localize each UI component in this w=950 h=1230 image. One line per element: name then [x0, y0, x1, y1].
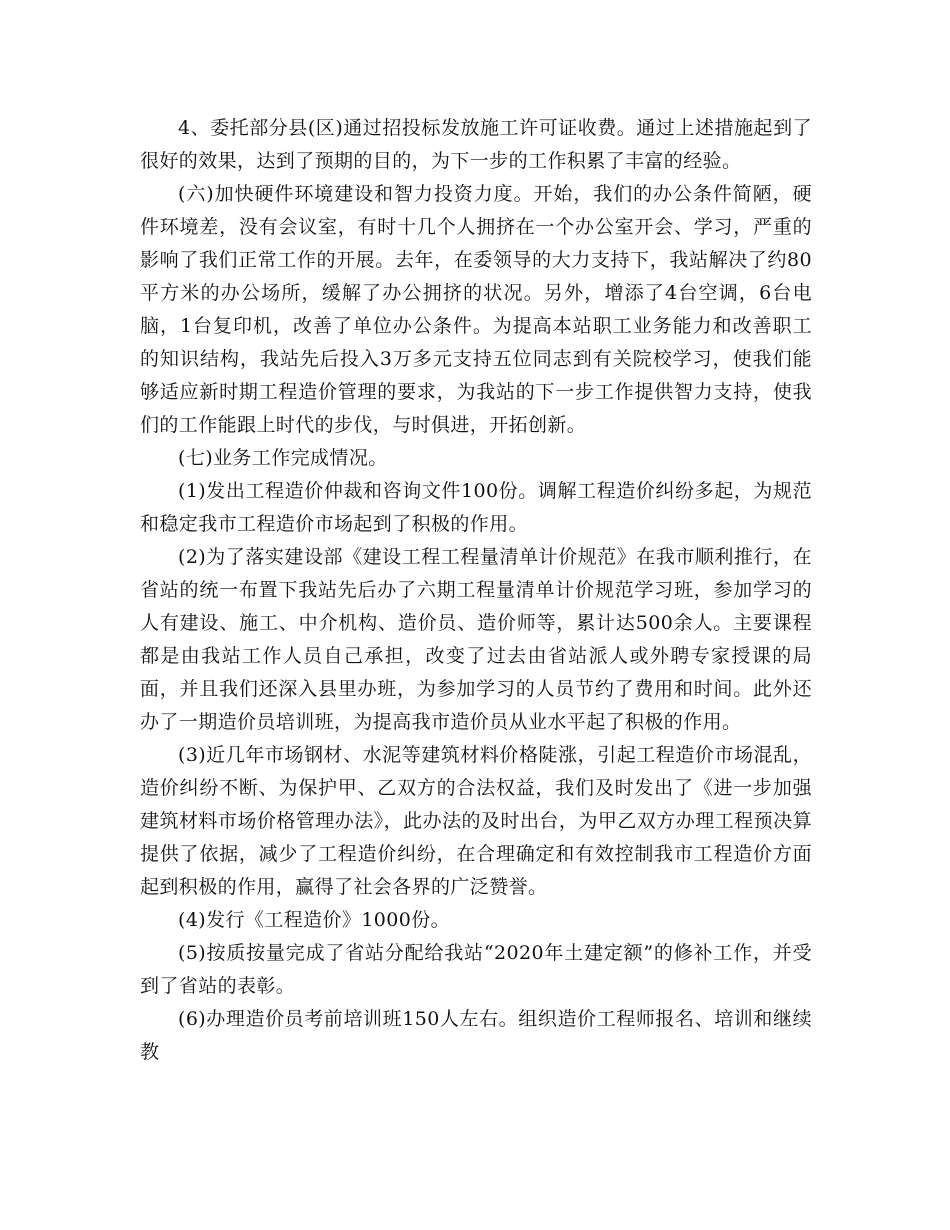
paragraph-subitem-5: (5)按质按量完成了省站分配给我站“2020年土建定额”的修补工作，并受到了省站的表彰。 — [140, 942, 812, 997]
paragraph-subitem-2: (2)为了落实建设部《建设工程工程量清单计价规范》在我市顺利推行，在省站的统一布置下我站先后办了六期工程量清单计价规范学习班，参加学习的人有建设、施工、中介机构、造价员、造价师等，累计达500余人。主要课程都是由我站工作人员自己承担，改变了过去由省站派人或外聘专家授课的局面，并且我们还深入县里办班，为参加学习的人员节约了费用和时间。此外还办了一期造价员培训班，为提高我市造价员从业水平起了积极的作用。 — [140, 546, 812, 733]
paragraph-item-4: 4、委托部分县(区)通过招投标发放施工许可证收费。通过上述措施起到了很好的效果，达到了预期的目的，为下一步的工作积累了丰富的经验。 — [140, 117, 812, 172]
paragraph-section-6: (六)加快硬件环境建设和智力投资力度。开始，我们的办公条件简陋，硬件环境差，没有会议室，有时十几个人拥挤在一个办公室开会、学习，严重的影响了我们正常工作的开展。去年，在委领导的大力支持下，我站解决了约80平方米的办公场所，缓解了办公拥挤的状况。另外，增添了4台空调，6台电脑，1台复印机，改善了单位办公条件。为提高本站职工业务能力和改善职工的知识结构，我站先后投入3万多元支持五位同志到有关院校学习，使我们能够适应新时期工程造价管理的要求，为我站的下一步工作提供智力支持，使我们的工作能跟上时代的步伐，与时俱进，开拓创新。 — [140, 183, 812, 436]
paragraph-subitem-4: (4)发行《工程造价》1000份。 — [178, 909, 451, 931]
paragraph-subitem-1: (1)发出工程造价仲裁和咨询文件100份。调解工程造价纠纷多起，为规范和稳定我市工程造价市场起到了积极的作用。 — [140, 480, 812, 535]
document-body — [140, 112, 812, 1069]
paragraph-subitem-3: (3)近几年市场钢材、水泥等建筑材料价格陡涨，引起工程造价市场混乱，造价纠纷不断、为保护甲、乙双方的合法权益，我们及时发出了《进一步加强建筑材料市场价格管理办法》，此办法的及时出台，为甲乙双方办理工程预决算提供了依据，减少了工程造价纠纷，在合理确定和有效控制我市工程造价方面起到积极的作用，赢得了社会各界的广泛赞誉。 — [140, 744, 812, 898]
paragraph-subitem-6: (6)办理造价员考前培训班150人左右。组织造价工程师报名、培训和继续教 — [140, 1008, 812, 1063]
paragraph-section-7-heading: (七)业务工作完成情况。 — [178, 447, 388, 469]
